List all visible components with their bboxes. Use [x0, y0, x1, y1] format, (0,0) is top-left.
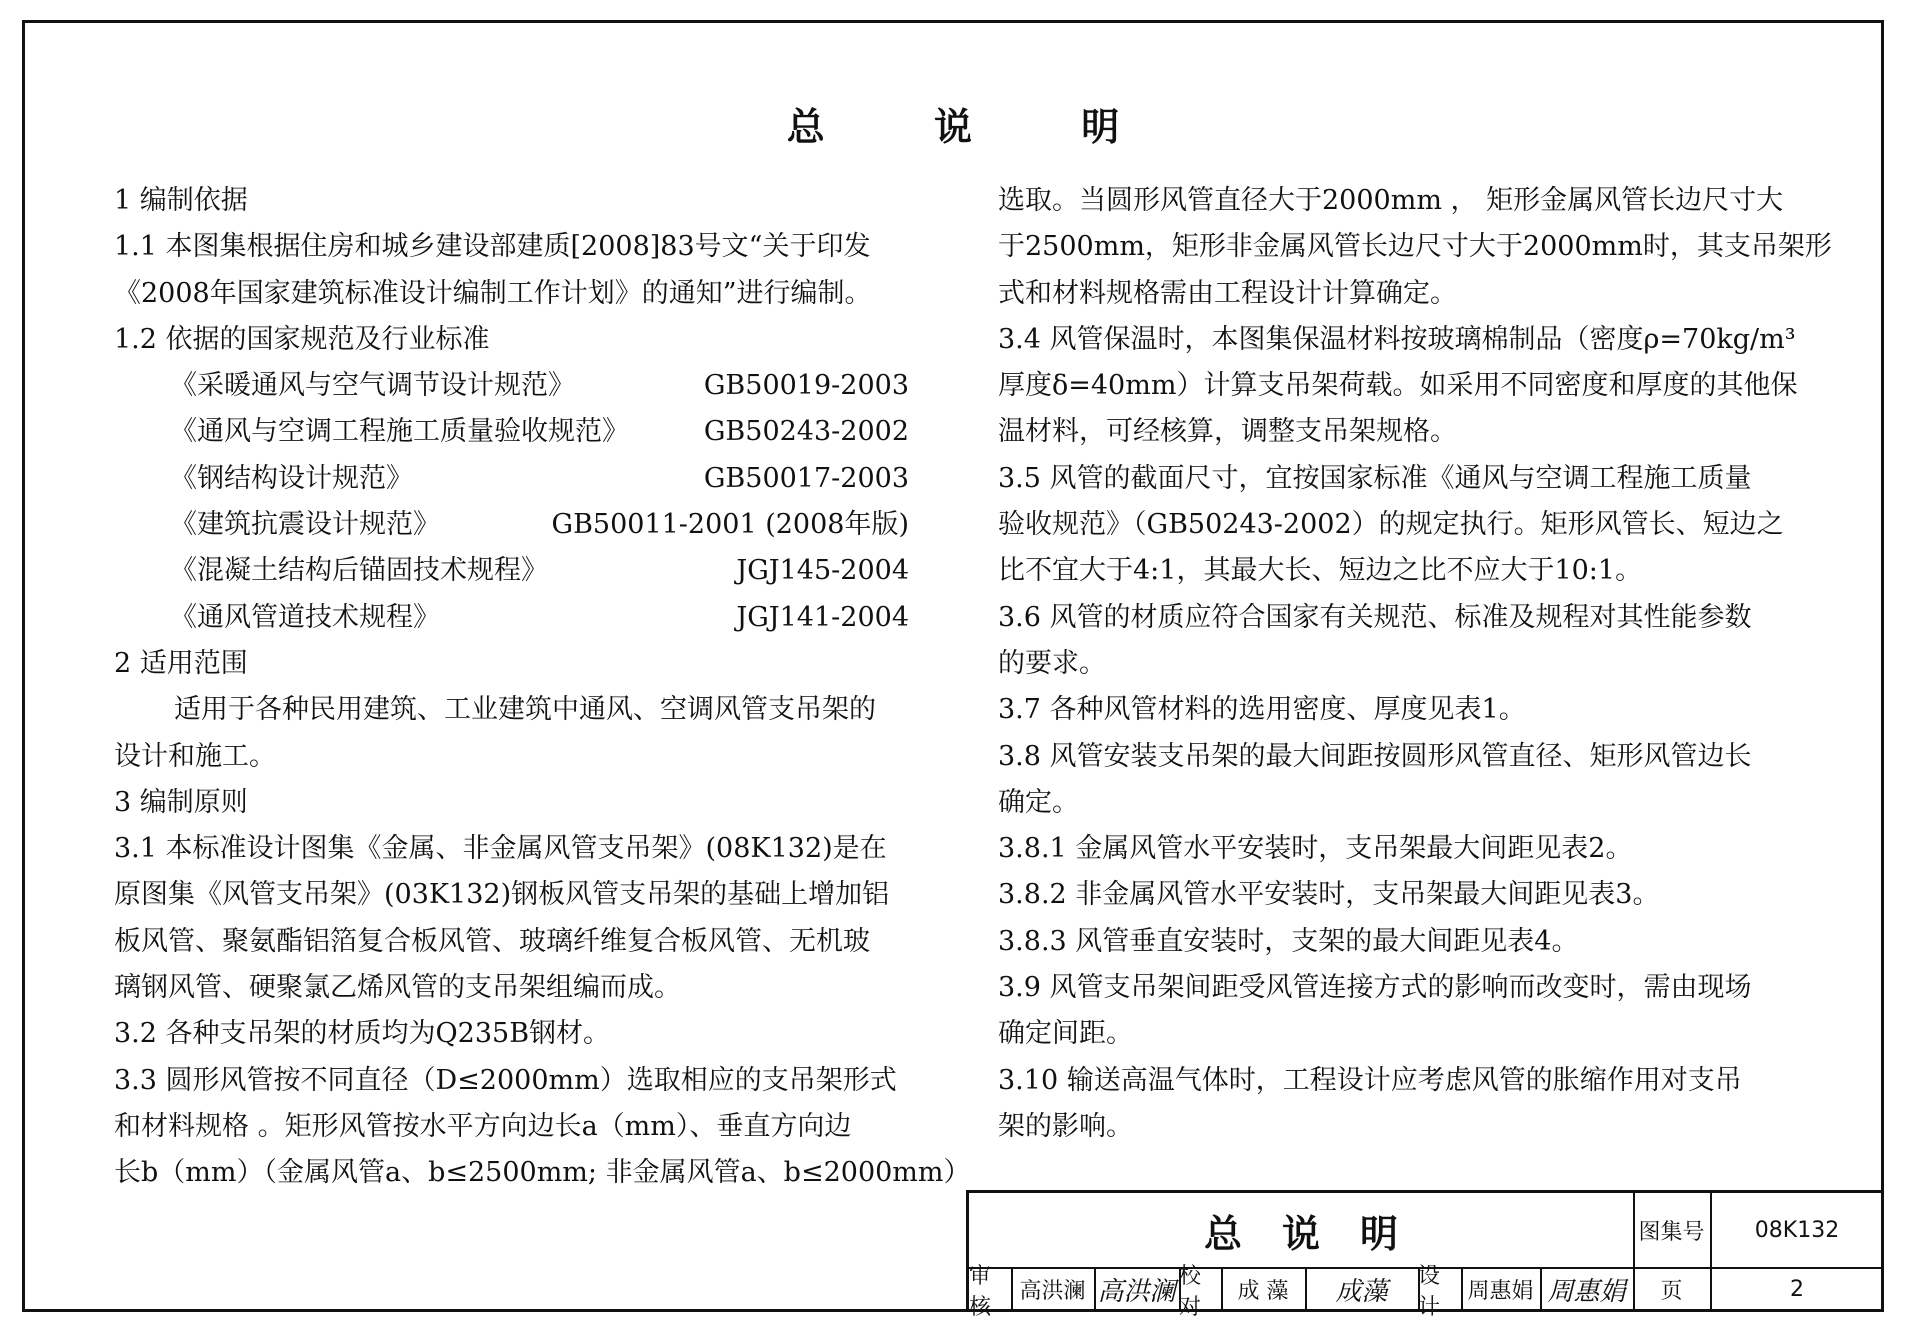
designer-signature: 周惠娟 — [1547, 1277, 1626, 1307]
check-label: 校对 — [1179, 1263, 1202, 1320]
atlas-number-label: 图集号 — [1638, 1219, 1705, 1245]
standard-code: GB50243-2002 — [703, 416, 909, 448]
section-3-1-line: 璃钢风管、硬聚氯乙烯风管的支吊架组编而成。 — [114, 972, 681, 1004]
text-line: 3.10 输送高温气体时，工程设计应考虑风管的胀缩作用对支吊 — [998, 1064, 1742, 1096]
text-line: 验收规范》（GB50243-2002）的规定执行。矩形风管长、短边之 — [998, 509, 1784, 541]
section-1-1-line: 1.1 本图集根据住房和城乡建设部建质[2008]83号文“关于印发 — [114, 231, 871, 263]
page-number: 2 — [1790, 1277, 1804, 1302]
section-2-line: 适用于各种民用建筑、工业建筑中通风、空调风管支吊架的 — [174, 694, 876, 726]
reviewer-signature: 高洪澜 — [1097, 1277, 1176, 1307]
text-line: 确定间距。 — [998, 1018, 1133, 1050]
text-line: 确定。 — [998, 786, 1079, 818]
title-block — [966, 1190, 1884, 1320]
text-line: 选取。当圆形风管直径大于2000mm ， 矩形金属风管长边尺寸大 — [998, 185, 1784, 216]
section-1-2-heading: 1.2 依据的国家规范及行业标准 — [114, 323, 490, 355]
section-3-3-line: 3.3 圆形风管按不同直径（D≤2000mm）选取相应的支吊架形式 — [114, 1064, 897, 1096]
reviewer-name: 高洪澜 — [1019, 1279, 1086, 1304]
section-3-3-line: 和材料规格 。矩形风管按水平方向边长a（mm）、垂直方向边 — [114, 1110, 852, 1142]
designer-name: 周惠娟 — [1467, 1279, 1534, 1304]
text-line: 3.9 风管支吊架间距受风管连接方式的影响而改变时，需由现场 — [998, 972, 1752, 1004]
page-label: 页 — [1660, 1279, 1683, 1304]
section-3-1-line: 原图集《风管支吊架》(03K132)钢板风管支吊架的基础上增加铝 — [114, 879, 890, 911]
text-line: 架的影响。 — [998, 1110, 1133, 1142]
section-1-1-line: 《2008年国家建筑标准设计编制工作计划》的通知”进行编制。 — [114, 277, 872, 309]
section-3-2-line: 3.2 各种支吊架的材质均为Q235B钢材。 — [114, 1018, 611, 1050]
standard-code: JGJ141-2004 — [736, 601, 909, 633]
standards-list — [114, 363, 914, 641]
text-line: 3.6 风管的材质应符合国家有关规范、标准及规程对其性能参数 — [998, 601, 1752, 633]
standard-name: 《采暖通风与空气调节设计规范》 — [170, 370, 575, 402]
text-line: 3.8 风管安装支吊架的最大间距按圆形风管直径、矩形风管边长 — [998, 740, 1752, 772]
text-line: 3.8.1 金属风管水平安装时，支吊架最大间距见表2。 — [998, 833, 1633, 865]
text-line: 3.8.3 风管垂直安装时，支架的最大间距见表4。 — [998, 925, 1579, 957]
section-3-1-line: 板风管、聚氨酯铝箔复合板风管、玻璃纤维复合板风管、无机玻 — [114, 925, 870, 957]
text-line: 的要求。 — [998, 647, 1106, 679]
review-label: 审核 — [969, 1263, 992, 1320]
standard-name: 《通风与空调工程施工质量验收规范》 — [170, 416, 629, 448]
section-3-1-line: 3.1 本标准设计图集《金属、非金属风管支吊架》(08K132)是在 — [114, 833, 887, 865]
standard-item — [114, 363, 909, 409]
section-3-3-line: 长b（mm）（金属风管a、b≤2500mm; 非金属风管a、b≤2000mm） — [114, 1157, 971, 1189]
text-line: 3.7 各种风管材料的选用密度、厚度见表1。 — [998, 694, 1526, 726]
standard-name: 《钢结构设计规范》 — [170, 462, 413, 494]
text-line: 3.4 风管保温时，本图集保温材料按玻璃棉制品（密度ρ=70kg/m³ — [998, 323, 1796, 355]
standard-name: 《建筑抗震设计规范》 — [170, 509, 440, 541]
standard-code: GB50017-2003 — [703, 462, 909, 494]
standard-item — [114, 409, 909, 455]
design-label: 设计 — [1418, 1263, 1441, 1320]
text-line: 厚度δ=40mm）计算支吊架荷载。如采用不同密度和厚度的其他保 — [998, 370, 1798, 402]
standard-name: 《混凝土结构后锚固技术规程》 — [170, 555, 548, 587]
text-line: 3.8.2 非金属风管水平安装时，支吊架最大间距见表3。 — [998, 879, 1660, 911]
section-2-line: 设计和施工。 — [114, 740, 276, 772]
standard-item — [114, 595, 909, 641]
text-line: 于2500mm，矩形非金属风管长边尺寸大于2000mm时，其支吊架形 — [998, 231, 1832, 263]
left-column — [114, 178, 971, 1197]
text-line: 温材料，可经核算，调整支吊架规格。 — [998, 416, 1457, 448]
standard-name: 《通风管道技术规程》 — [170, 601, 440, 633]
right-column — [998, 178, 1832, 1150]
standard-item — [114, 502, 909, 548]
standard-code: JGJ145-2004 — [736, 555, 909, 587]
section-2-heading: 2 适用范围 — [114, 647, 248, 679]
text-line: 式和材料规格需由工程设计计算确定。 — [998, 277, 1457, 309]
standard-item — [114, 548, 909, 594]
text-line: 比不宜大于4:1，其最大长、短边之比不应大于10:1。 — [998, 555, 1643, 587]
title-block-title: 总说明 — [1203, 1211, 1438, 1256]
standard-item — [114, 456, 909, 502]
checker-name: 成 藻 — [1237, 1279, 1289, 1304]
standard-code: GB50019-2003 — [703, 370, 909, 402]
page-title: 总 说 明 — [786, 105, 1168, 149]
atlas-number: 08K132 — [1754, 1217, 1840, 1243]
section-1-heading: 1 编制依据 — [114, 185, 248, 216]
standard-code: GB50011-2001 (2008年版) — [551, 509, 909, 541]
text-line: 3.5 风管的截面尺寸，宜按国家标准《通风与空调工程施工质量 — [998, 462, 1752, 494]
checker-signature: 成藻 — [1335, 1277, 1388, 1307]
section-3-heading: 3 编制原则 — [114, 786, 248, 818]
